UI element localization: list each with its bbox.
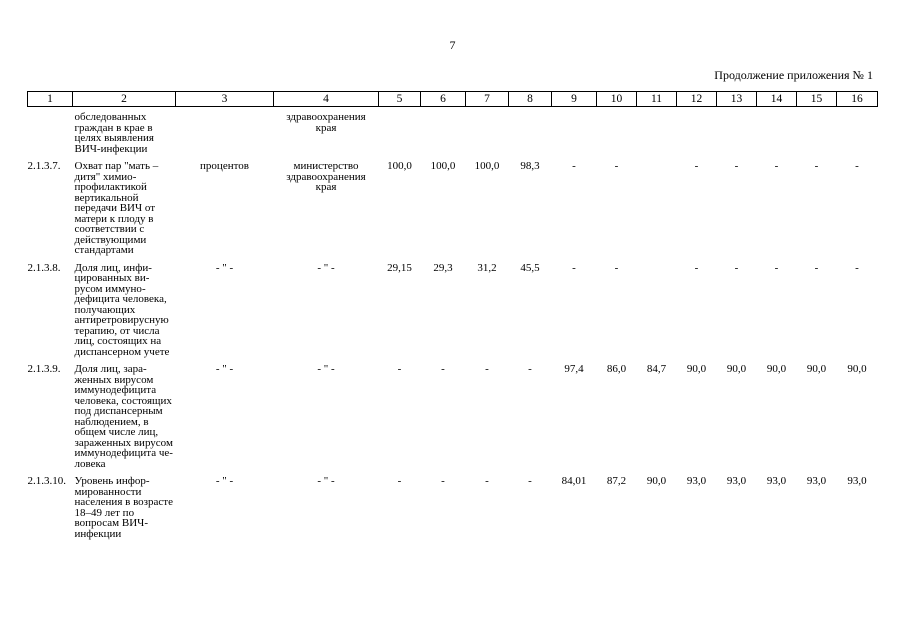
value-cell: - [734,261,739,274]
value-cell: 93,0 [686,475,707,487]
value-cell [637,107,677,155]
col-header: 15 [797,92,837,107]
unit-cell: - " - [215,363,234,375]
row-number: 2.1.3.10. [27,475,66,487]
value-cell: - [441,475,445,487]
indicator-description: обследованных граждан в крае в целях выявления ВИЧ-инфекции [74,111,154,155]
responsible-cell: министерство здравоохранения края [286,160,366,193]
responsible-cell: здравоохранения края [286,111,366,134]
table-header-row [28,92,878,107]
value-cell [637,256,677,358]
value-cell: - [441,363,445,375]
page-number: 7 [449,38,456,52]
col-header: 8 [509,92,552,107]
value-cell: 29,3 [433,261,453,274]
table-row [28,256,878,358]
value-cell: - [814,160,819,172]
value-cell: 97,4 [564,363,584,375]
value-cell: - [814,261,819,274]
table-row [28,357,878,469]
responsible-cell: - " - [317,363,335,375]
col-header: 13 [717,92,757,107]
value-cell: - [694,160,699,172]
row-number: 2.1.3.7. [27,160,61,172]
col-header: 5 [379,92,421,107]
value-cell: 93,0 [806,475,827,487]
value-cell: - [485,363,489,375]
unit-cell: процентов [200,160,249,172]
indicator-description: Охват пар "мать – дитя" химиопрофилактикой вертикальной передачи ВИЧ от матери к плоду в соответствии с действующими стандартами [74,160,159,256]
value-cell: - [572,261,576,274]
value-cell [597,107,637,155]
value-cell [677,107,717,155]
table-row [28,154,878,256]
unit-cell: - " - [215,475,234,487]
value-cell [757,107,797,155]
value-cell [379,107,421,155]
row-number: 2.1.3.8. [27,261,61,274]
value-cell: 90,0 [766,363,787,375]
value-cell: 87,2 [606,475,627,487]
col-header: 9 [552,92,597,107]
col-header: 7 [466,92,509,107]
value-cell: 31,2 [477,261,497,274]
value-cell [421,107,466,155]
value-cell: 100,0 [387,160,412,172]
value-cell: 90,0 [646,475,667,487]
value-cell: 93,0 [726,475,747,487]
value-cell: 86,0 [606,363,627,375]
value-cell: 90,0 [847,363,867,375]
value-cell: 90,0 [806,363,827,375]
value-cell [837,107,878,155]
data-table [27,91,878,539]
value-cell: 100,0 [474,160,500,172]
col-header: 16 [837,92,878,107]
col-header: 14 [757,92,797,107]
value-cell: 90,0 [686,363,707,375]
value-cell [466,107,509,155]
responsible-cell: - " - [317,475,335,487]
value-cell [717,107,757,155]
col-header: 6 [421,92,466,107]
value-cell: - [694,261,699,274]
row-number: 2.1.3.9. [27,363,61,375]
value-cell: - [734,160,739,172]
col-header: 12 [677,92,717,107]
value-cell: 84,7 [646,363,667,375]
value-cell: - [855,160,859,172]
value-cell: 90,0 [726,363,747,375]
value-cell: - [397,475,402,487]
value-cell [509,107,552,155]
value-cell: - [572,160,576,172]
col-header: 4 [274,92,379,107]
indicator-description: Доля лиц, инфицированных вирусом иммунодефицита человека, получающих антиретровирусную терапию, от числа лиц, состоящих на диспансерном учете [74,261,170,358]
indicator-description: Доля лиц, зараженных вирусом иммунодефицита человека, состоящих под диспансерным наблюдением, в общем числе лиц, зараженных вирусом иммунодефицита человека [74,363,173,470]
value-cell [637,154,677,256]
value-cell: - [855,261,859,274]
value-cell: - [614,261,619,274]
responsible-cell: - " - [317,261,335,274]
value-cell: 93,0 [766,475,787,487]
value-cell: - [774,160,779,172]
unit-cell [176,107,274,155]
continuation-label: Продолжение приложения № 1 [714,68,873,82]
table-row [28,469,878,539]
value-cell: 93,0 [847,475,867,487]
value-cell: 29,15 [387,261,412,274]
value-cell: - [485,475,489,487]
unit-cell: - " - [215,261,234,274]
value-cell [552,107,597,155]
value-cell: - [774,261,779,274]
row-number [28,107,73,155]
value-cell: 84,01 [561,475,587,487]
col-header: 1 [28,92,73,107]
col-header: 10 [597,92,637,107]
table-row [28,107,878,155]
value-cell: 98,3 [520,160,540,172]
value-cell: - [528,475,532,487]
value-cell: - [397,363,402,375]
value-cell [797,107,837,155]
value-cell: - [528,363,532,375]
indicator-description: Уровень информированности населения в возрасте 18–49 лет по вопросам ВИЧ-инфекции [74,475,173,540]
value-cell: 100,0 [430,160,456,172]
col-header: 11 [637,92,677,107]
value-cell: - [614,160,619,172]
col-header: 2 [73,92,176,107]
col-header: 3 [176,92,274,107]
value-cell: 45,5 [520,261,540,274]
